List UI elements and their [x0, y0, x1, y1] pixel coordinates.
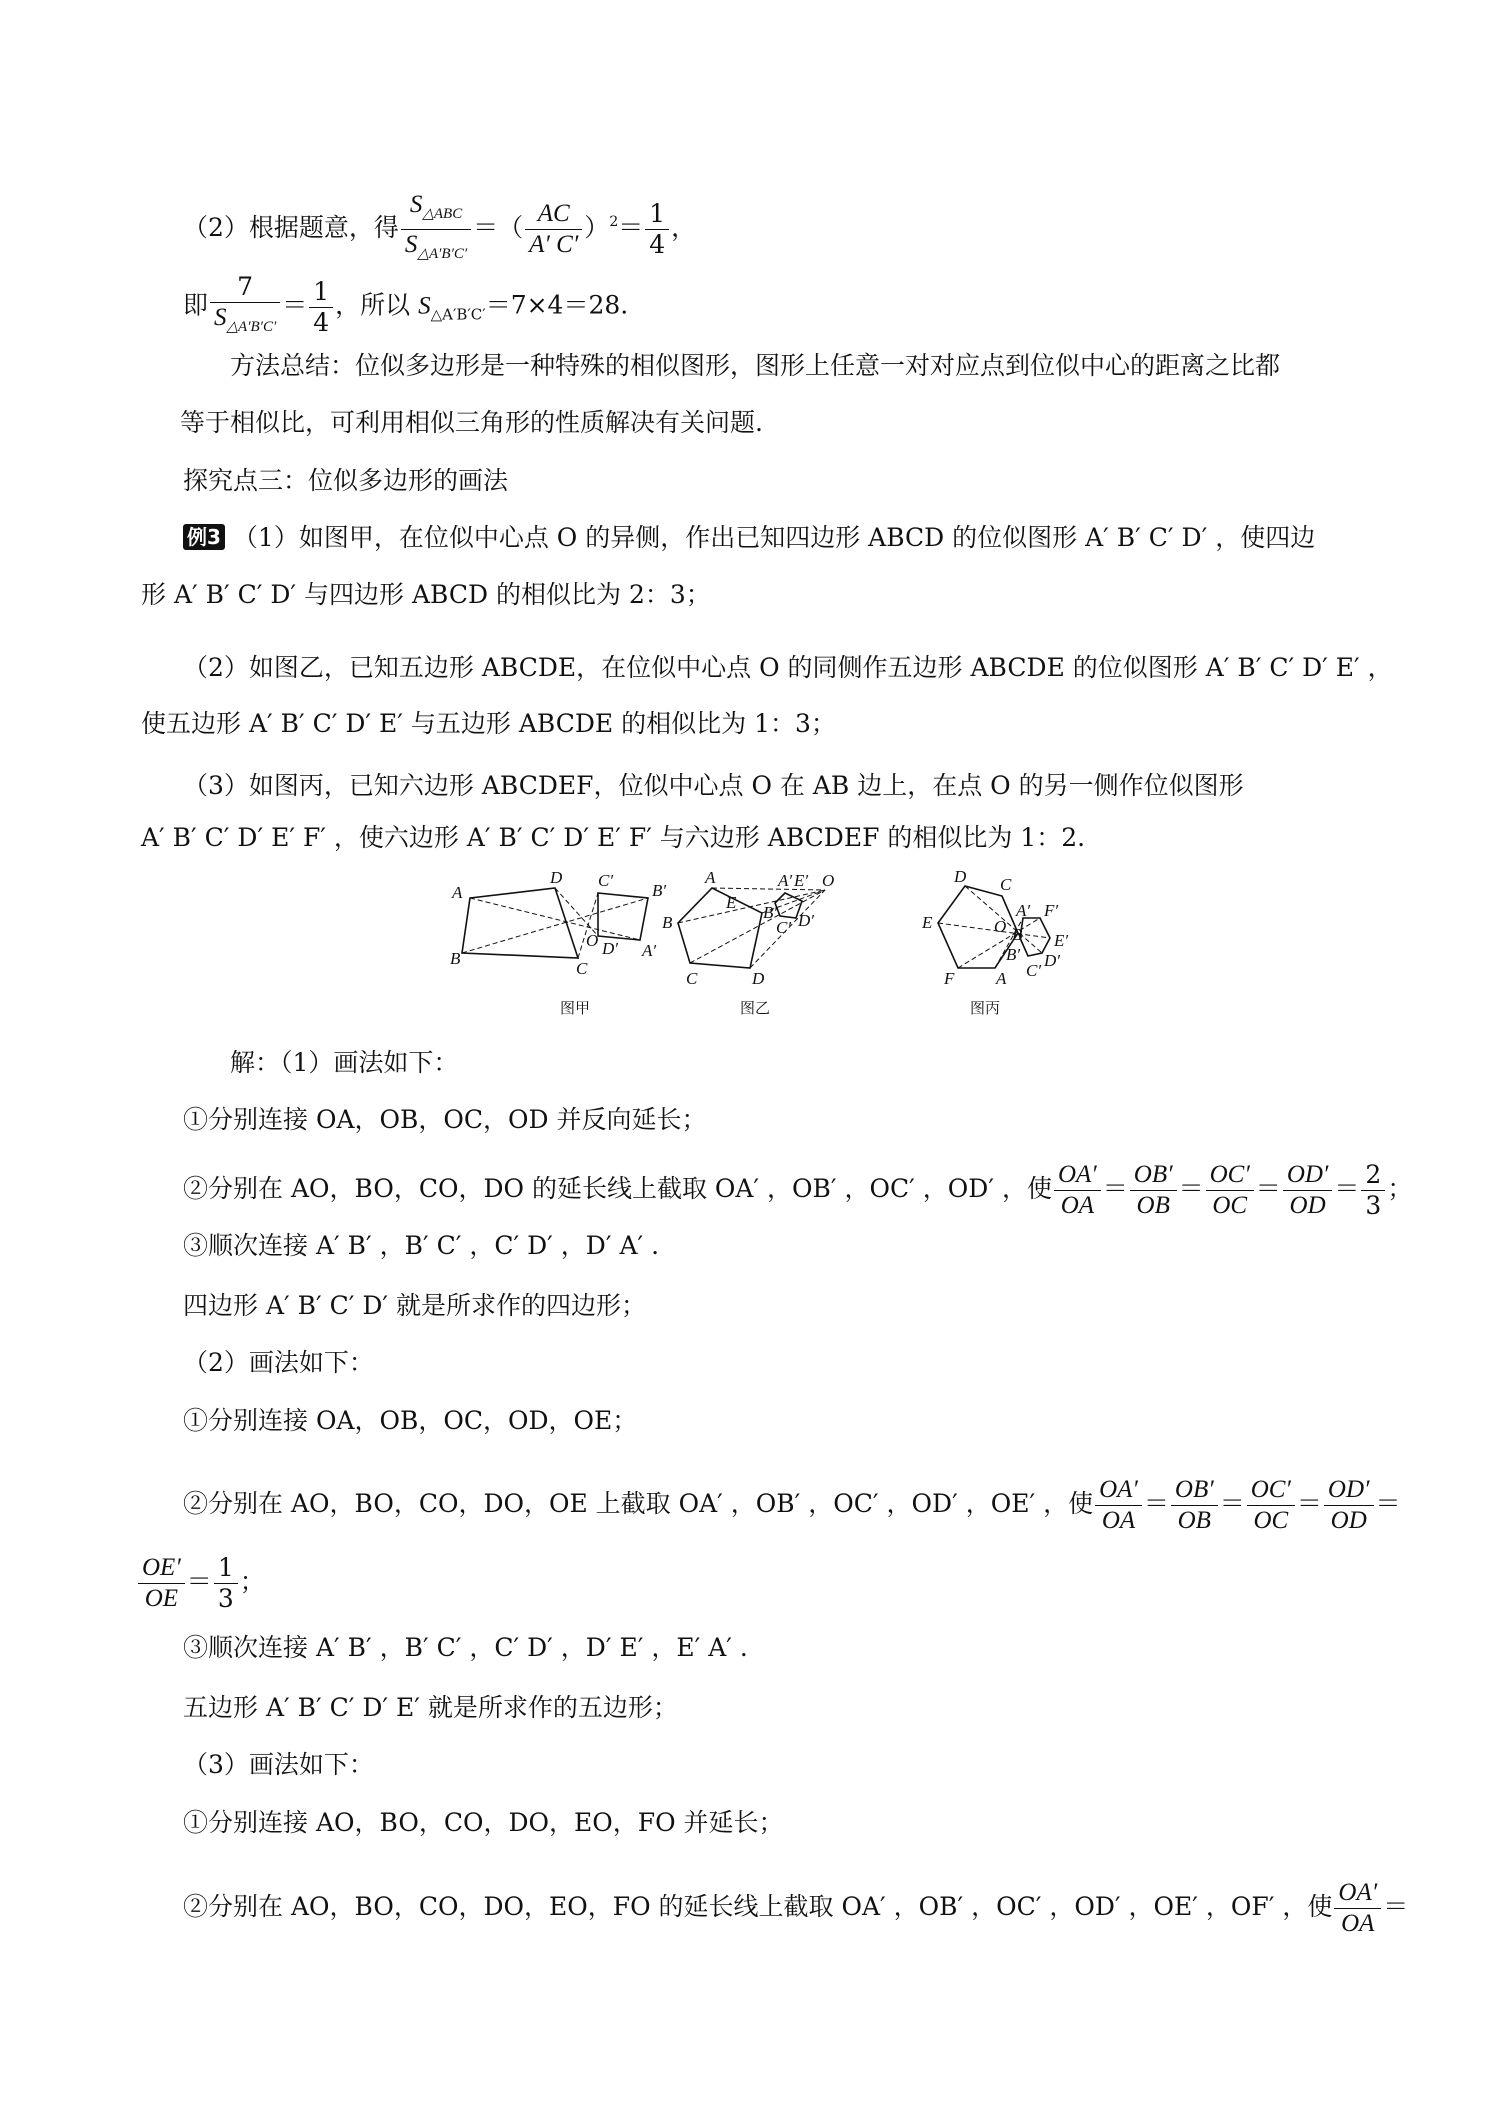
svg-text:E: E — [922, 913, 933, 932]
svg-text:B′: B′ — [763, 903, 778, 922]
fraction-seven-over-area: $\frac{7}{S_{\triangle A'B'C'}}$ — [210, 272, 280, 342]
step-2-2: ②分别在 AO，BO，CO，DO，OE 上截取 OA′ ，OB′ ，OC′ ，OD′ ，OE′ ，使 $\frac{OA'}{OA}$ ＝ $\frac{OB'}{OB}$ ＝ $\frac{OC'}{OC}$ ＝ $\frac{OD'}{OD}$ ＝ — [183, 1476, 1401, 1534]
svg-text:A′: A′ — [642, 941, 657, 960]
svg-text:C′: C′ — [1026, 961, 1042, 980]
svg-text:A′: A′ — [1016, 901, 1031, 920]
solution-head: 解：（1）画法如下： — [230, 1048, 459, 1077]
solution-line-2b: 即 $\frac{7}{S_{\triangle A'B'C'}}$ ＝ $\frac{1}{4}$ ，所以 $S_{\triangle A'B'C'}=7\times 4=28$. — [183, 272, 628, 342]
example-badge: 例3 — [183, 524, 225, 550]
step-2-3: ③顺次连接 A′ B′ ，B′ C′ ，C′ D′ ，D′ E′ ，E′ A′ . — [183, 1633, 748, 1662]
step-1-1: ①分别连接 OA，OB，OC，OD 并反向延长； — [183, 1105, 707, 1134]
example-3-line-1: 例3 （1）如图甲，在位似中心点 O 的异侧，作出已知四边形 ABCD 的位似图形 A′ B′ C′ D′ ，使四边 — [183, 520, 1315, 556]
fraction-side-ratio: $\frac{AC}{A' C'}$ — [525, 199, 582, 260]
pentagon-ABCDE — [678, 888, 762, 968]
svg-text:E: E — [726, 893, 737, 912]
svg-text:D′: D′ — [798, 911, 814, 930]
svg-text:D′: D′ — [602, 939, 618, 958]
svg-text:C: C — [576, 959, 588, 978]
svg-text:E′: E′ — [794, 871, 809, 890]
step-2-1: ①分别连接 OA，OB，OC，OD，OE； — [183, 1406, 638, 1435]
step-1-4: 四边形 A′ B′ C′ D′ 就是所求作的四边形； — [183, 1291, 647, 1320]
solution-line-2: （2）根据题意，得 $\frac{S_{\triangle ABC}}{S_{\triangle A'B'C'}}$ ＝（ $\frac{AC}{A' C'}$ ）$^2$＝ $\frac{1}{4}$ ， — [183, 190, 696, 269]
step-1-2: ②分别在 AO，BO，CO，DO 的延长线上截取 OA′ ，OB′ ，OC′ ，OD′ ，使 $\frac{OA'}{OA}$ ＝ $\frac{OB'}{OB}$ ＝ $\frac{OC'}{OC}$ ＝ $\frac{OD'}{OD}$ ＝ $\frac{2}{3}$ ； — [183, 1160, 1413, 1220]
svg-text:B: B — [662, 913, 673, 932]
svg-text:B′: B′ — [1006, 945, 1021, 964]
example-3-line-6: A′ B′ C′ D′ E′ F′ ，使六边形 A′ B′ C′ D′ E′ F′ 与六边形 ABCDEF 的相似比为 1：2. — [141, 823, 1086, 852]
example-3-line-4: 使五边形 A′ B′ C′ D′ E′ 与五边形 ABCDE 的相似比为 1：3； — [141, 709, 836, 738]
fraction-one-quarter: $\frac{1}{4}$ — [645, 199, 669, 260]
example-3-line-3: （2）如图乙，已知五边形 ABCDE，在位似中心点 O 的同侧作五边形 ABCDE 的位似图形 A′ B′ C′ D′ E′ ， — [183, 653, 1393, 682]
label: A — [452, 883, 463, 902]
figure-jia — [450, 868, 666, 1017]
svg-text:F: F — [944, 969, 955, 988]
svg-text:A: A — [996, 969, 1007, 988]
svg-text:C′: C′ — [776, 918, 792, 937]
step-2-4: 五边形 A′ B′ C′ D′ E′ 就是所求作的五边形； — [183, 1693, 678, 1722]
svg-text:B′: B′ — [652, 881, 667, 900]
svg-text:C′: C′ — [598, 871, 614, 890]
caption-yi: 图乙 — [740, 999, 771, 1017]
example-3-line-2: 形 A′ B′ C′ D′ 与四边形 ABCD 的相似比为 2：3； — [141, 580, 711, 609]
step-1-3: ③顺次连接 A′ B′ ，B′ C′ ，C′ D′ ，D′ A′ . — [183, 1231, 660, 1260]
section-title: 探究点三：位似多边形的画法 — [183, 466, 509, 495]
svg-text:C: C — [1000, 875, 1012, 894]
svg-text:A: A — [705, 868, 716, 887]
caption-bing: 图丙 — [970, 999, 1001, 1017]
svg-text:E′: E′ — [1054, 931, 1069, 950]
text-lead: （2）根据题意，得 — [183, 213, 399, 242]
step-3-2: ②分别在 AO，BO，CO，DO，EO，FO 的延长线上截取 OA′ ，OB′ ，OC′ ，OD′ ，OE′ ，OF′ ，使 $\frac{OA'}{OA}$ ＝ — [183, 1879, 1409, 1937]
svg-text:O: O — [586, 931, 599, 950]
svg-text:O: O — [994, 917, 1007, 936]
example-3-line-5: （3）如图丙，已知六边形 ABCDEF，位似中心点 O 在 AB 边上，在点 O 的另一侧作位似图形 — [183, 771, 1244, 800]
step-3-1: ①分别连接 AO，BO，CO，DO，EO，FO 并延长； — [183, 1808, 784, 1837]
step-2-head: （2）画法如下： — [183, 1348, 374, 1377]
svg-text:D′: D′ — [1044, 951, 1060, 970]
svg-text:O: O — [822, 871, 835, 890]
fraction-one-quarter-2: $\frac{1}{4}$ — [309, 277, 333, 338]
svg-text:F′: F′ — [1044, 901, 1059, 920]
method-summary-1: 方法总结：位似多边形是一种特殊的相似图形，图形上任意一对对应点到位似中心的距离之比都 — [230, 351, 1281, 380]
svg-text:C: C — [686, 969, 698, 988]
svg-text:A′: A′ — [778, 871, 793, 890]
caption-jia: 图甲 — [560, 999, 591, 1017]
svg-text:D: D — [954, 868, 967, 886]
figure-yi — [662, 868, 834, 1017]
fraction-area-ratio: $\frac{S_{\triangle ABC}}{S_{\triangle A'B'C'}}$ — [401, 190, 471, 269]
svg-text:D: D — [752, 969, 765, 988]
svg-text:B: B — [1012, 925, 1023, 944]
homothety-figures — [450, 868, 1100, 1030]
step-3-head: （3）画法如下： — [183, 1750, 374, 1779]
figure-bing — [921, 868, 1068, 1017]
svg-text:D: D — [550, 868, 563, 887]
svg-text:B: B — [450, 949, 461, 968]
method-summary-2: 等于相似比，可利用相似三角形的性质解决有关问题. — [180, 408, 763, 437]
step-2-2b: $\frac{OE'}{OE}$ ＝ $\frac{1}{3}$ ； — [136, 1553, 265, 1614]
